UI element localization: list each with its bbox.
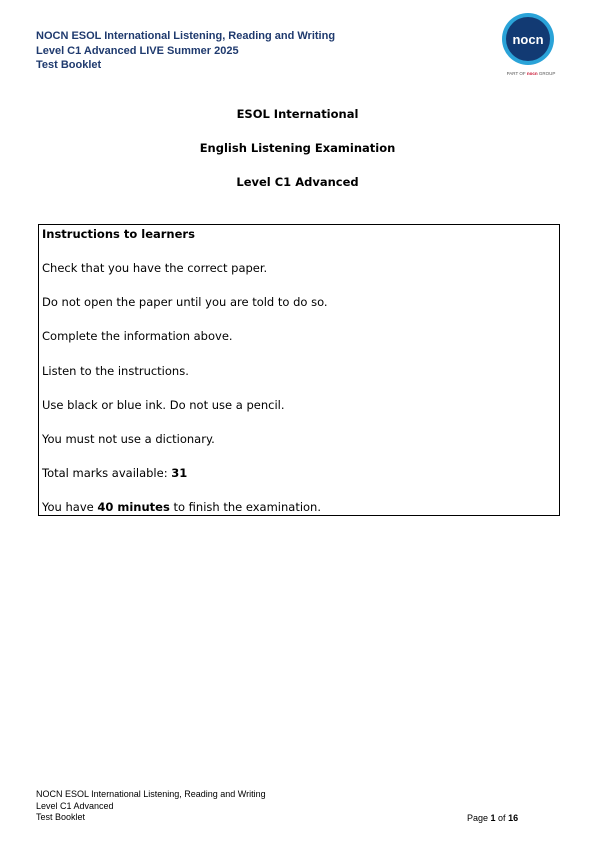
- page-number: Page 1 of 16: [467, 813, 519, 823]
- time-allowed-value: 40 minutes: [97, 500, 170, 514]
- instruction-item: Listen to the instructions.: [42, 364, 189, 378]
- title-line-1: ESOL International: [236, 107, 359, 121]
- footer-line-3: Test Booklet: [36, 812, 86, 822]
- instruction-item: You must not use a dictionary.: [42, 432, 215, 446]
- footer-line-1: NOCN ESOL International Listening, Reading and Writing: [36, 789, 266, 799]
- document-footer: [36, 789, 266, 824]
- title-line-3: Level C1 Advanced: [236, 175, 359, 189]
- instruction-item: Complete the information above.: [42, 329, 233, 343]
- footer-line-2: Level C1 Advanced: [36, 800, 114, 811]
- instruction-item: Do not open the paper until you are told to do so.: [42, 295, 328, 309]
- instruction-item: Use black or blue ink. Do not use a pencil.: [42, 398, 285, 412]
- instructions-box: [38, 224, 560, 516]
- total-marks: Total marks available: 31: [42, 466, 188, 480]
- time-allowed: You have 40 minutes to finish the examination.: [42, 500, 322, 514]
- header-line-3: Test Booklet: [36, 59, 102, 71]
- instruction-item: Check that you have the correct paper.: [42, 261, 268, 275]
- total-marks-value: 31: [171, 466, 188, 480]
- document-header: [36, 29, 335, 73]
- logo-tagline: PART OF nocn GROUP: [506, 71, 556, 76]
- logo-outer-ring: [502, 13, 554, 65]
- instructions-heading: Instructions to learners: [42, 227, 195, 241]
- title-line-2: English Listening Examination: [199, 141, 396, 155]
- logo-wordmark: nocn: [506, 17, 550, 61]
- nocn-logo: [500, 13, 560, 83]
- header-line-2: Level C1 Advanced LIVE Summer 2025: [36, 44, 239, 57]
- header-line-1: NOCN ESOL International Listening, Reading and Writing: [36, 30, 336, 42]
